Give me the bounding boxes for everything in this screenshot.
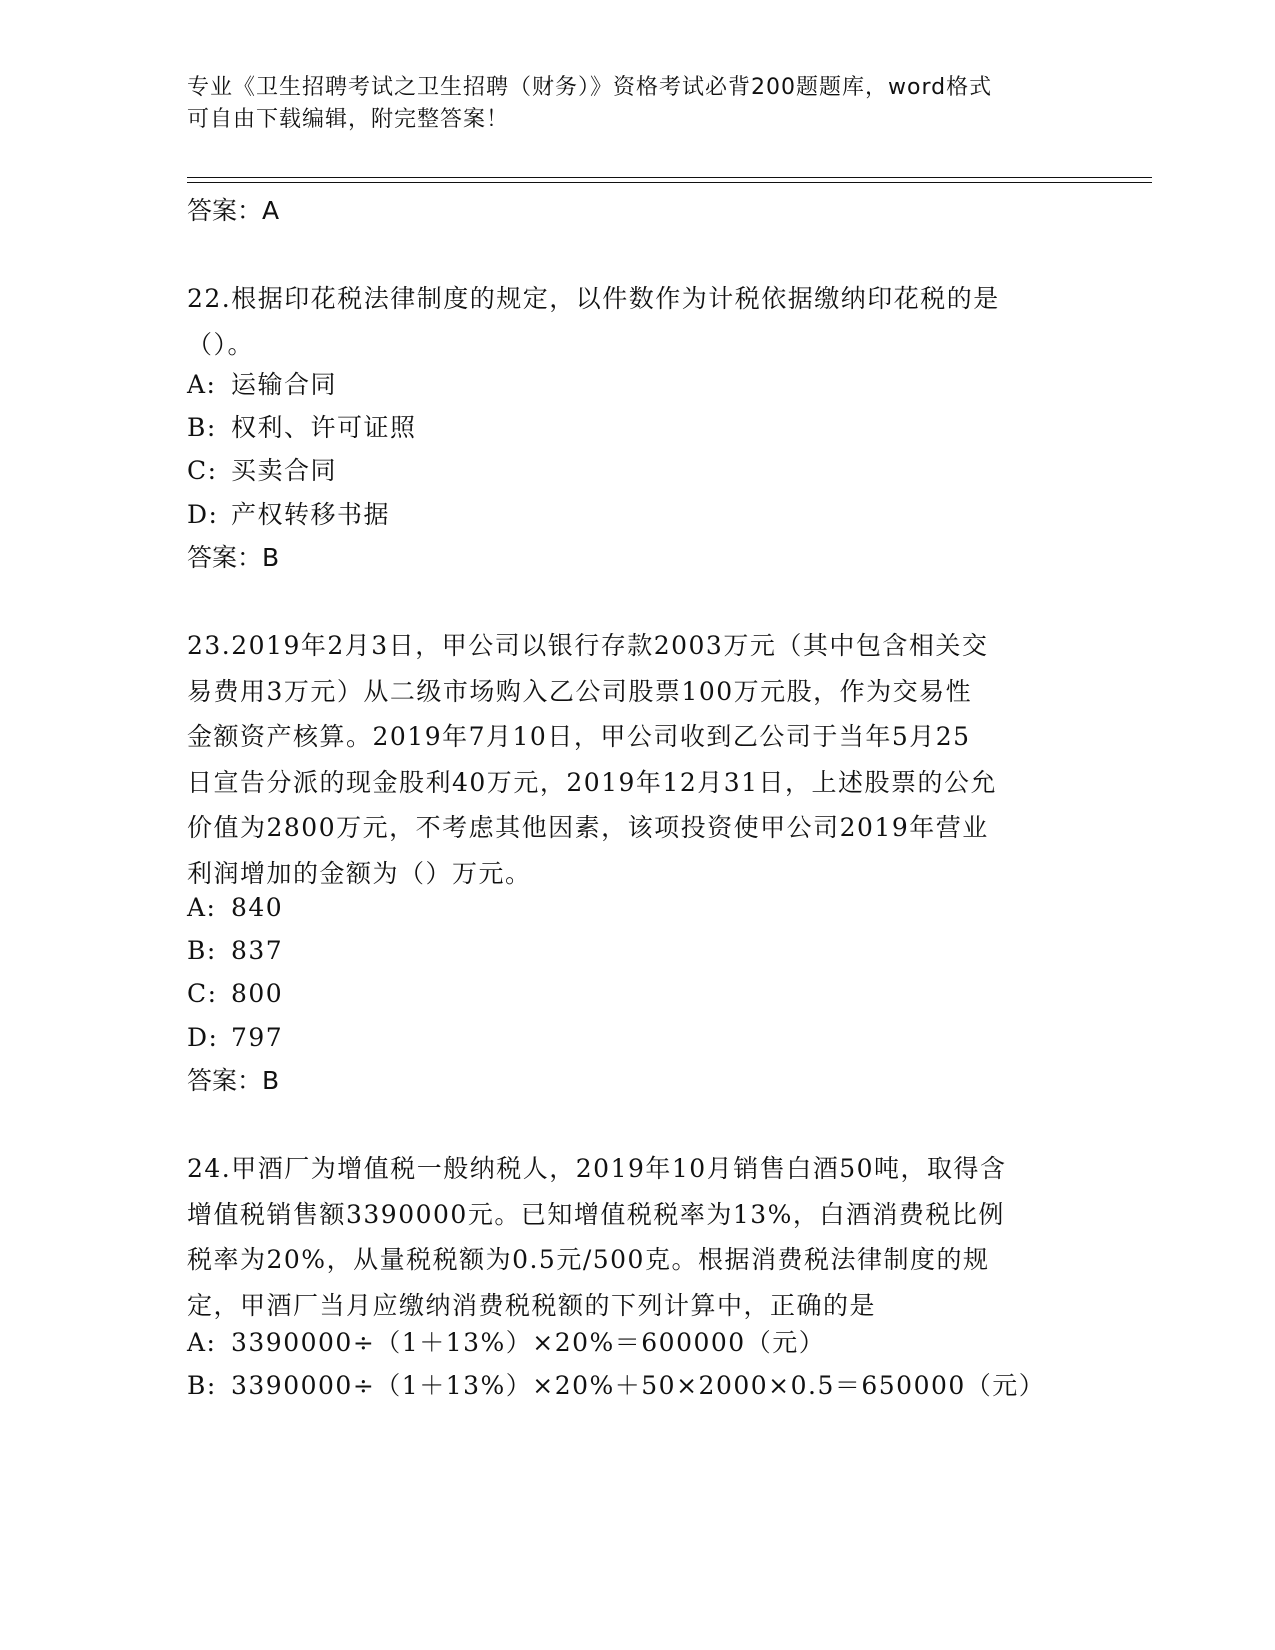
question-line: 定，甲酒厂当月应缴纳消费税税额的下列计算中，正确的是	[187, 1290, 877, 1320]
answer-q22: 答案：B	[187, 543, 280, 572]
question-line: （）。	[187, 329, 255, 359]
question-24-option-a	[187, 1320, 825, 1365]
header-line-2: 可自由下载编辑，附完整答案！	[187, 107, 510, 132]
option-letter: C:	[187, 979, 218, 1008]
question-line: 增值税销售额3390000元。已知增值税税率为13%，白酒消费税比例	[187, 1199, 1005, 1229]
option-letter: D:	[187, 500, 219, 529]
option-letter: C:	[187, 456, 218, 485]
question-23-option-b	[187, 928, 283, 973]
question-line: 23.2019年2月3日，甲公司以银行存款2003万元（其中包含相关交	[187, 631, 989, 660]
question-24-stem	[187, 1146, 1087, 1328]
option-text: 840	[231, 893, 284, 922]
question-22-option-a	[187, 362, 337, 407]
header-divider-bottom	[187, 182, 1152, 183]
question-23-stem	[187, 623, 1087, 896]
answer-q23: 答案：B	[187, 1066, 280, 1095]
option-text: 产权转移书据	[231, 500, 391, 529]
header-line-1: 专业《卫生招聘考试之卫生招聘（财务）》资格考试必背200题题库，word格式	[187, 75, 993, 100]
option-text: 800	[231, 979, 284, 1008]
question-22-option-b	[187, 405, 417, 450]
option-text: 3390000÷（1＋13%）×20%＋50×2000×0.5＝650000（元）	[231, 1371, 1046, 1400]
header-divider-top	[187, 177, 1152, 178]
question-line: 利润增加的金额为（）万元。	[187, 858, 532, 888]
option-letter: B:	[187, 936, 217, 965]
question-23-option-d	[187, 1015, 283, 1060]
question-22-option-d	[187, 492, 390, 537]
question-line: 日宣告分派的现金股利40万元，2019年12月31日，上述股票的公允	[187, 767, 998, 797]
option-letter: D:	[187, 1023, 219, 1052]
option-text: 运输合同	[231, 370, 338, 399]
question-line: 税率为20%，从量税税额为0.5元/500克。根据消费税法律制度的规	[187, 1245, 990, 1274]
question-line: 24.甲酒厂为增值税一般纳税人，2019年10月销售白酒50吨，取得含	[187, 1154, 1007, 1183]
option-letter: B:	[187, 1371, 217, 1400]
option-text: 权利、许可证照	[231, 413, 417, 442]
option-text: 797	[231, 1023, 284, 1052]
option-letter: A:	[187, 1328, 217, 1357]
question-22-stem	[187, 276, 1087, 367]
option-text: 3390000÷（1＋13%）×20%＝600000（元）	[231, 1328, 826, 1357]
option-letter: B:	[187, 413, 217, 442]
option-letter: A:	[187, 893, 217, 922]
question-line: 价值为2800万元，不考虑其他因素，该项投资使甲公司2019年营业	[187, 813, 989, 842]
question-23-option-c	[187, 971, 283, 1016]
question-24-option-b	[187, 1363, 1045, 1408]
question-22-option-c	[187, 448, 337, 493]
question-line: 22.根据印花税法律制度的规定，以件数作为计税依据缴纳印花税的是	[187, 284, 1000, 313]
option-letter: A:	[187, 370, 217, 399]
answer-q21: 答案：A	[187, 196, 280, 225]
question-line: 易费用3万元）从二级市场购入乙公司股票100万元股，作为交易性	[187, 676, 973, 706]
option-text: 837	[231, 936, 284, 965]
question-line: 金额资产核算。2019年7月10日，甲公司收到乙公司于当年5月25	[187, 722, 971, 751]
document-header	[187, 72, 1087, 136]
option-text: 买卖合同	[231, 456, 338, 485]
question-23-option-a	[187, 885, 283, 930]
